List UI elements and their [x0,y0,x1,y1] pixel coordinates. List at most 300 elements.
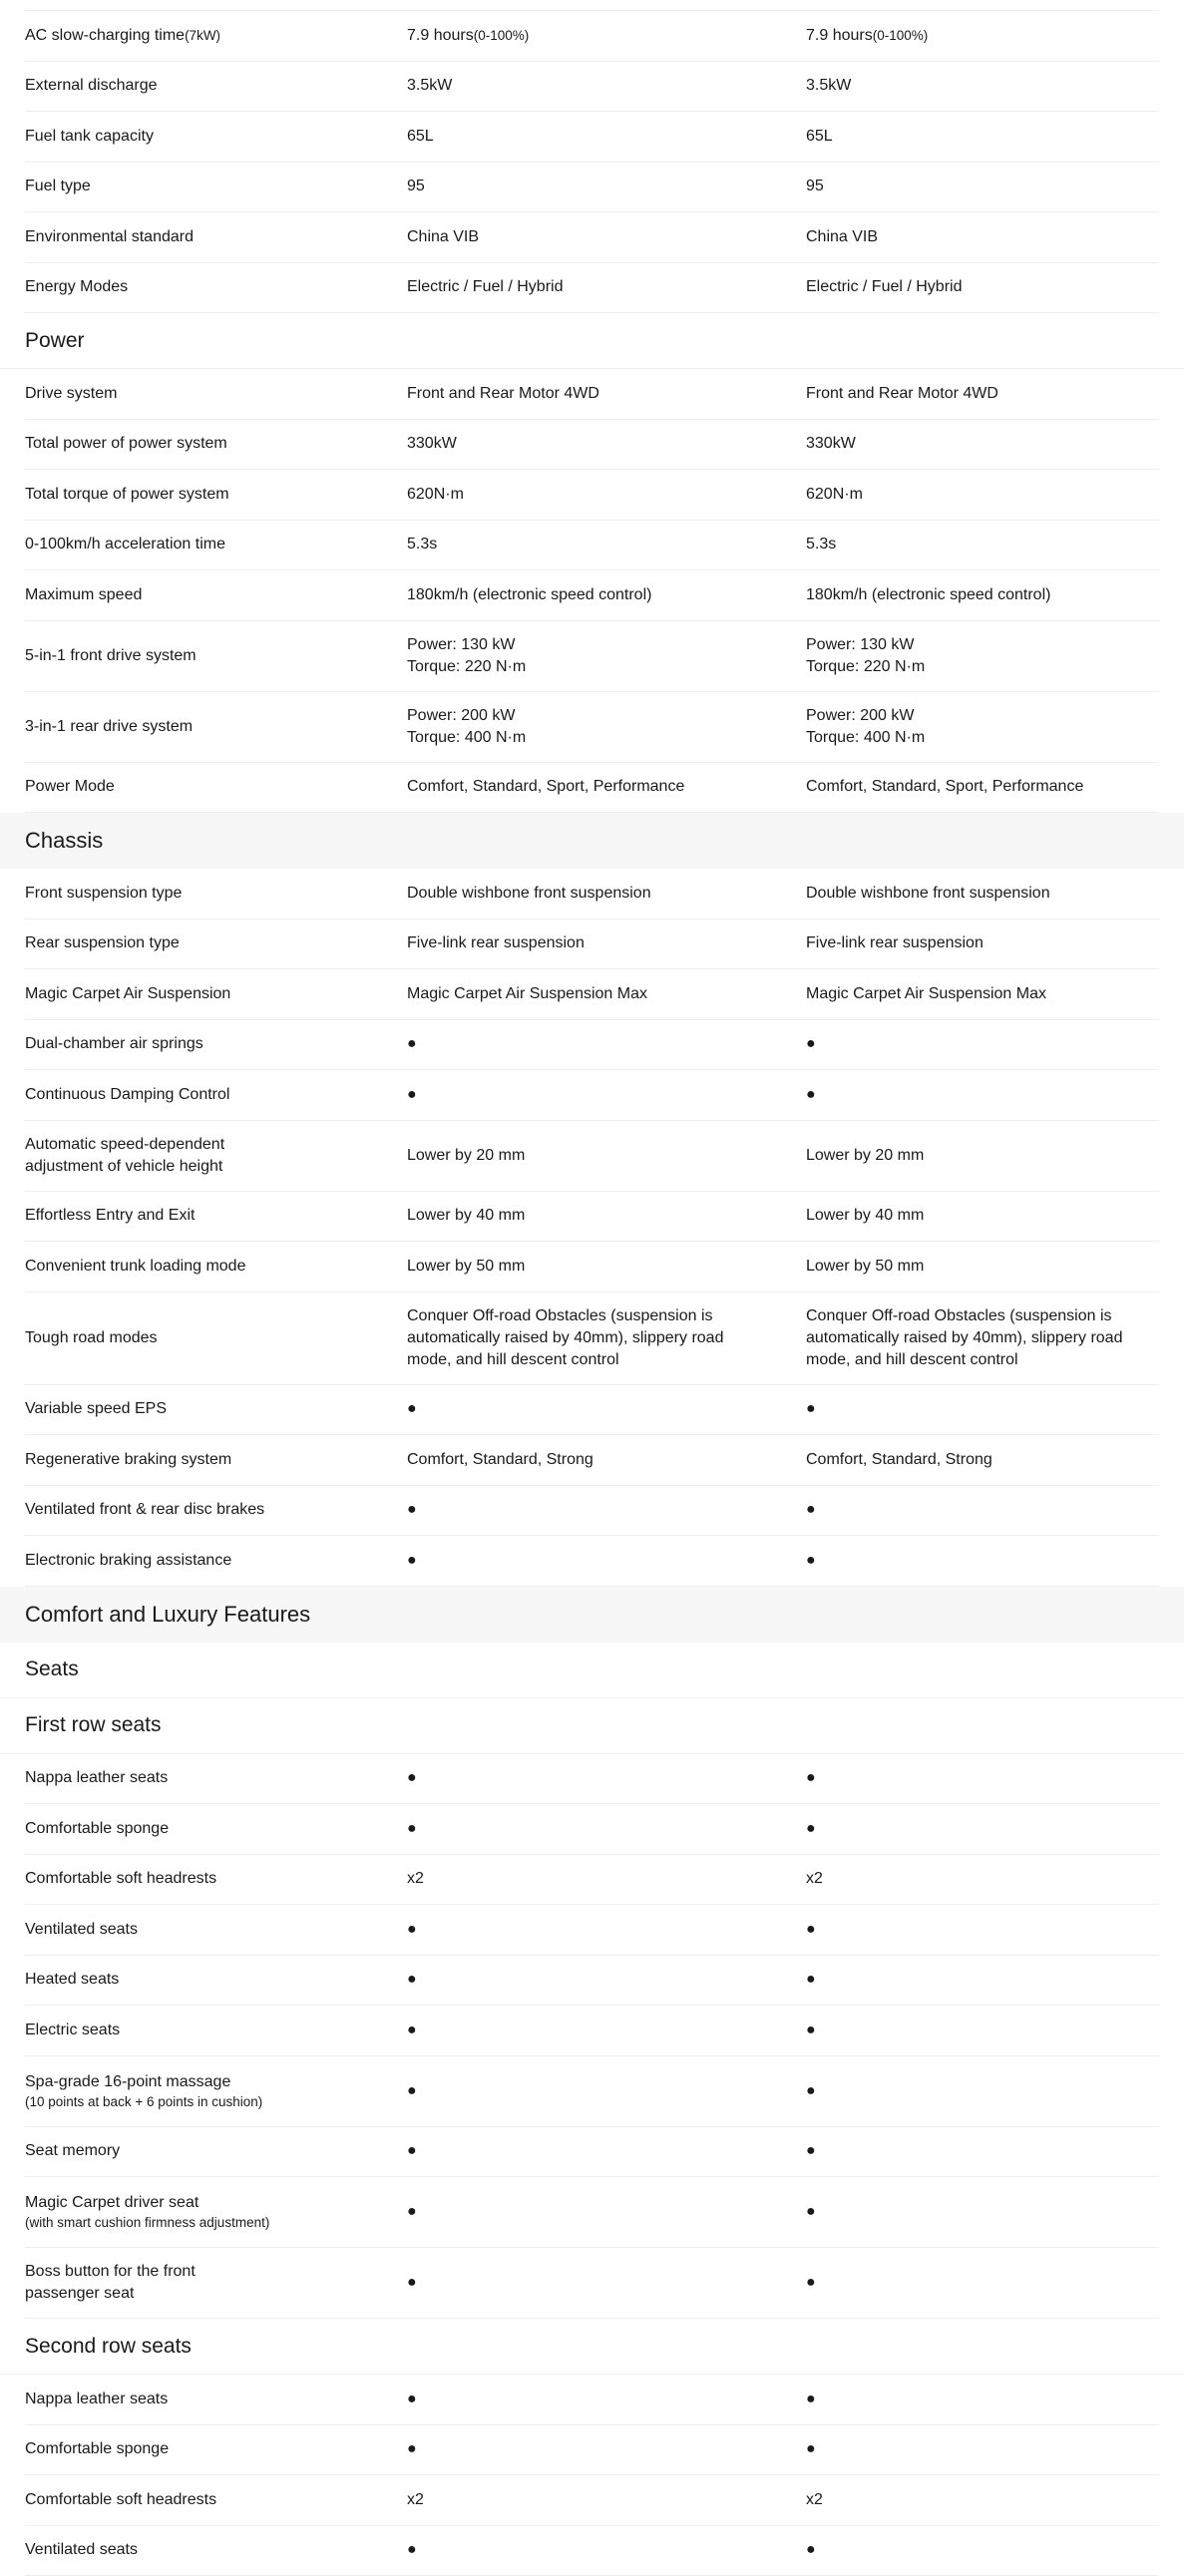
value-text [806,2140,1139,2162]
spec-row-comfortable-sponge [25,2425,1159,2476]
value-trim-1 [407,75,806,97]
spec-row-automatic-speed-dependent-adjustment-of-vehicle-height [25,1121,1159,1192]
value-text [407,1550,766,1572]
value-text [407,1449,766,1471]
spec-label [25,2438,407,2460]
spec-label-text [25,1969,407,1991]
value-text [806,584,1139,606]
spec-row-effortless-entry-and-exit [25,1192,1159,1243]
spec-label-text [25,1398,407,1420]
value-trim-2 [806,776,1159,798]
value-trim-2 [806,1305,1159,1371]
value-text [806,534,1139,555]
value-text [407,1398,766,1420]
value-main: Double wishbone front suspension [407,885,651,902]
section-header-first-row-seats: First row seats [0,1698,1184,1754]
value-main: 7.9 hours [407,27,474,44]
spec-label-main: Heated seats [25,1971,119,1988]
spec-row-seat-memory [25,2127,1159,2178]
value-trim-2 [806,534,1159,555]
value-trim-2 [806,2020,1159,2041]
spec-label-text [25,226,407,248]
value-main: Conquer Off-road Obstacles (suspension is automatically raised by 40mm), slippery road mode, and hill descent control [407,1307,723,1368]
value-main: Magic Carpet Air Suspension Max [806,985,1046,1002]
value-trim-1 [407,25,806,47]
spec-label [25,25,407,47]
value-text [806,276,1139,298]
value-trim-1 [407,1084,806,1106]
spec-label [25,1084,407,1106]
spec-label [25,433,407,455]
value-trim-1 [407,2020,806,2041]
spec-label-text [25,584,407,606]
value-trim-2 [806,276,1159,298]
value-main: ● [806,2203,816,2220]
value-main: 620N·m [407,486,464,503]
value-main: Lower by 40 mm [407,1207,525,1224]
value-main: 3.5kW [806,77,851,94]
spec-label-main: Nappa leather seats [25,2391,168,2407]
value-main: Lower by 20 mm [407,1147,525,1164]
value-main: ● [806,1971,816,1988]
value-trim-1 [407,276,806,298]
spec-label-text [25,1868,407,1890]
value-text [806,705,1139,727]
value-trim-2 [806,75,1159,97]
spec-label-main: AC slow-charging time [25,27,185,44]
value-main: Comfort, Standard, Sport, Performance [407,778,684,795]
spec-label-text [25,2438,407,2460]
value-trim-1 [407,1868,806,1890]
value-text [407,2140,766,2162]
spec-row-rear-suspension-type [25,920,1159,970]
spec-label-main: Tough road modes [25,1329,158,1346]
value-main: ● [407,1400,417,1417]
value-text [407,226,766,248]
value-text [407,2020,766,2041]
value-trim-2 [806,1969,1159,1991]
spec-label-main: Regenerative braking system [25,1451,231,1468]
spec-label-main: 5-in-1 front drive system [25,647,197,664]
value-trim-1 [407,584,806,606]
value-main: ● [407,2022,417,2038]
value-main: Power: 130 kW [806,636,914,653]
value-trim-2 [806,433,1159,455]
value-trim-2 [806,126,1159,148]
spec-label-text [25,433,407,455]
value-main: 5.3s [407,536,437,552]
spec-row-comfortable-sponge [25,1804,1159,1855]
value-text [407,2489,766,2511]
value-trim-2 [806,1033,1159,1055]
spec-row-fuel-tank-capacity [25,112,1159,163]
spec-label [25,584,407,606]
value-main: 7.9 hours [806,27,873,44]
value-main: x2 [407,2491,424,2508]
value-text [407,1145,766,1167]
spec-label-main: Front suspension type [25,885,182,902]
spec-label [25,534,407,555]
value-text [407,983,766,1005]
spec-label-main: 0-100km/h acceleration time [25,536,225,552]
value-trim-2 [806,705,1159,749]
value-trim-2 [806,1868,1159,1890]
spec-label-main: Power Mode [25,778,115,795]
spec-row-boss-button-for-the-front-passenger-seat [25,2248,1159,2319]
spec-label-text [25,2389,407,2410]
value-main: x2 [806,2491,823,2508]
value-main: Magic Carpet Air Suspension Max [407,985,647,1002]
value-trim-1 [407,1398,806,1420]
section-header-seats: Seats [0,1643,1184,1698]
section-header-power: Power [0,313,1184,369]
value-trim-1 [407,176,806,197]
value-trim-1 [407,433,806,455]
value-text [407,75,766,97]
value-trim-2 [806,2140,1159,2162]
value-main: Comfort, Standard, Strong [806,1451,992,1468]
value-text [806,776,1139,798]
section-header-second-row-seats: Second row seats [0,2319,1184,2375]
value-main: ● [407,2082,417,2099]
spec-label [25,883,407,905]
spec-label-main: Magic Carpet Air Suspension [25,985,230,1002]
value-text [806,2201,1139,2223]
spec-label-text [25,1327,407,1349]
section-header-comfort-and-luxury-features: Comfort and Luxury Features [0,1587,1184,1643]
value-text [806,2020,1139,2041]
spec-row-tough-road-modes [25,1292,1159,1385]
spec-label [25,1449,407,1471]
spec-label-main: Continuous Damping Control [25,1086,229,1103]
spec-row-convenient-trunk-loading-mode [25,1242,1159,1292]
value-main: ● [806,1769,816,1786]
value-text [407,433,766,455]
value-trim-2 [806,2201,1159,2223]
value-text [806,2489,1139,2511]
value-text [806,176,1139,197]
spec-row-nappa-leather-seats [25,2375,1159,2425]
spec-label-text [25,126,407,148]
spec-label-main: Maximum speed [25,586,142,603]
value-trim-1 [407,1205,806,1227]
spec-row-ventilated-seats [25,2526,1159,2576]
value-trim-1 [407,1449,806,1471]
spec-label-text [25,2539,407,2561]
spec-label-text [25,1084,407,1106]
value-trim-2 [806,634,1159,678]
value-text [806,2389,1139,2410]
spec-row-3-in-1-rear-drive-system [25,692,1159,763]
value-text [407,1868,766,1890]
value-trim-2 [806,2489,1159,2511]
spec-label-text [25,2192,407,2214]
spec-label-main: Comfortable sponge [25,1820,169,1837]
value-trim-1 [407,2489,806,2511]
value-main: ● [407,2541,417,2558]
spec-label-text [25,1550,407,1572]
value-text [407,776,766,798]
value-main: 3.5kW [407,77,452,94]
value-trim-1 [407,1818,806,1840]
value-main: ● [806,1552,816,1569]
spec-label-text [25,2140,407,2162]
spec-row-electronic-braking-assistance [25,1536,1159,1587]
value-main: ● [806,2274,816,2291]
spec-label-text [25,1205,407,1227]
spec-label [25,484,407,506]
value-main: China VIB [806,228,878,245]
spec-label-text [25,25,407,47]
spec-label-main: 3-in-1 rear drive system [25,718,193,735]
value-main: ● [806,2022,816,2038]
spec-row-5-in-1-front-drive-system [25,621,1159,692]
value-main: Lower by 40 mm [806,1207,924,1224]
value-text [407,276,766,298]
value-text [407,1919,766,1941]
value-text [806,383,1139,405]
spec-label-text [25,645,254,667]
spec-label [25,1134,407,1178]
value-text [407,1205,766,1227]
value-trim-2 [806,584,1159,606]
value-main: 180km/h (electronic speed control) [407,586,651,603]
spec-row-ventilated-seats [25,1905,1159,1956]
value-text [806,1868,1139,1890]
value-trim-1 [407,2201,806,2223]
spec-label-main: Drive system [25,385,117,402]
value-trim-2 [806,1767,1159,1789]
spec-label-main: Boss button for the front passenger seat [25,2263,196,2302]
value-text [407,2389,766,2410]
value-text [407,2201,766,2223]
spec-label [25,983,407,1005]
value-text [407,634,766,656]
value-text [407,25,766,47]
value-text [407,1033,766,1055]
value-text [806,75,1139,97]
value-main: ● [806,1921,816,1938]
value-trim-1 [407,983,806,1005]
value-text [806,1305,1139,1371]
spec-label-main: Energy Modes [25,278,128,295]
value-text [806,1256,1139,1278]
value-main: ● [806,2142,816,2159]
value-text [806,1818,1139,1840]
spec-label [25,276,407,298]
spec-row-0-100km-h-acceleration-time [25,521,1159,571]
value-main: Double wishbone front suspension [806,885,1050,902]
spec-row-variable-speed-eps [25,1385,1159,1436]
value-trim-1 [407,1305,806,1371]
value-main: ● [407,1552,417,1569]
value-main: ● [407,2391,417,2407]
spec-row-energy-modes [25,263,1159,314]
spec-label-main: Variable speed EPS [25,1400,167,1417]
value-trim-1 [407,883,806,905]
spec-label [25,2539,407,2561]
spec-row-comfortable-soft-headrests [25,1855,1159,1906]
value-main: ● [407,1035,417,1052]
spec-label [25,176,407,197]
spec-label-text [25,2489,407,2511]
value-main: Power: 200 kW [407,707,515,724]
value-main: ● [806,1400,816,1417]
spec-label-main: Electronic braking assistance [25,1552,231,1569]
value-trim-2 [806,1145,1159,1167]
value-main: Comfort, Standard, Sport, Performance [806,778,1083,795]
spec-row-total-torque-of-power-system [25,470,1159,521]
value-main: Lower by 50 mm [806,1258,924,1275]
value-text [407,1305,766,1371]
value-main: ● [806,1086,816,1103]
value-trim-2 [806,1256,1159,1278]
spec-label-main: Ventilated seats [25,2541,138,2558]
value-main: 95 [407,178,425,194]
value-text [806,1205,1139,1227]
value-main: ● [806,1820,816,1837]
spec-label [25,645,407,667]
value-text [806,1398,1139,1420]
value-trim-2 [806,1084,1159,1106]
value-text [806,2539,1139,2561]
spec-row-external-discharge [25,62,1159,113]
spec-label [25,1868,407,1890]
spec-row-drive-system [25,369,1159,420]
value-text [806,1033,1139,1055]
value-trim-1 [407,1919,806,1941]
value-trim-1 [407,226,806,248]
spec-row-nappa-leather-seats [25,1754,1159,1805]
value-main: ● [407,1769,417,1786]
spec-label-main: Automatic speed-dependent adjustment of vehicle height [25,1136,224,1175]
spec-row-fuel-type [25,163,1159,213]
value-main: Five-link rear suspension [407,934,585,951]
value-text [407,883,766,905]
spec-label-main: Fuel tank capacity [25,128,154,145]
value-text [407,2539,766,2561]
value-text [407,534,766,555]
spec-label-text [25,1767,407,1789]
spec-label-main: Effortless Entry and Exit [25,1207,195,1224]
value-main: ● [407,1501,417,1518]
value-text-secondary: Torque: 400 N·m [806,727,1139,749]
value-text [806,1919,1139,1941]
value-text [806,1550,1139,1572]
value-text [407,705,766,727]
value-main: Power: 200 kW [806,707,914,724]
value-text [806,433,1139,455]
value-text [407,1818,766,1840]
value-text [806,226,1139,248]
value-main: Lower by 20 mm [806,1147,924,1164]
value-text [407,2438,766,2460]
spec-label-main: Ventilated front & rear disc brakes [25,1501,264,1518]
spec-row-ventilated-front-rear-disc-brakes [25,1486,1159,1537]
value-main: ● [407,2274,417,2291]
value-text [407,1767,766,1789]
spec-row-magic-carpet-driver-seat [25,2177,1159,2248]
spec-label-text [25,176,407,197]
spec-label [25,1205,407,1227]
value-main: 95 [806,178,824,194]
value-main: Front and Rear Motor 4WD [806,385,998,402]
value-trim-1 [407,705,806,749]
value-text [806,1449,1139,1471]
value-main: x2 [806,1870,823,1887]
value-trim-1 [407,2389,806,2410]
spec-row-dual-chamber-air-springs [25,1020,1159,1071]
value-trim-1 [407,1969,806,1991]
spec-label-text [25,484,407,506]
spec-label-main: Comfortable soft headrests [25,1870,216,1887]
spec-label-text [25,383,407,405]
value-main: 65L [407,128,434,145]
spec-label-main: Total torque of power system [25,486,229,503]
spec-label [25,776,407,798]
value-trim-1 [407,1256,806,1278]
value-main: 65L [806,128,833,145]
spec-label-main: Nappa leather seats [25,1769,168,1786]
spec-row-maximum-speed [25,570,1159,621]
value-trim-2 [806,2389,1159,2410]
value-trim-2 [806,2272,1159,2294]
spec-label-main: Spa-grade 16-point massage [25,2073,230,2090]
value-main: ● [806,1501,816,1518]
spec-row-power-mode [25,763,1159,814]
spec-label-main: Environmental standard [25,228,194,245]
spec-label-text [25,534,407,555]
spec-label [25,1550,407,1572]
value-text [407,1499,766,1521]
spec-label [25,126,407,148]
spec-row-heated-seats [25,1956,1159,2007]
value-text [806,25,1139,47]
value-main: Front and Rear Motor 4WD [407,385,599,402]
value-text [806,2438,1139,2460]
value-text [806,1499,1139,1521]
value-main: China VIB [407,228,479,245]
spec-label-note: (with smart cushion firmness adjustment) [25,2214,407,2232]
spec-label-main: Magic Carpet driver seat [25,2194,198,2211]
value-main: Electric / Fuel / Hybrid [407,278,563,295]
value-text-secondary: Torque: 400 N·m [407,727,766,749]
spec-label [25,1818,407,1840]
value-text [407,2080,766,2102]
spec-row-continuous-damping-control [25,1070,1159,1121]
spec-label-text [25,75,407,97]
value-trim-1 [407,1767,806,1789]
spec-label-text [25,1033,407,1055]
value-trim-1 [407,484,806,506]
section-header-chassis: Chassis [0,813,1184,869]
spec-label-main: External discharge [25,77,158,94]
value-text [806,1969,1139,1991]
value-trim-2 [806,1449,1159,1471]
value-main: ● [407,1921,417,1938]
spec-label [25,2071,407,2111]
value-trim-2 [806,1398,1159,1420]
value-text [806,484,1139,506]
spec-label-text [25,2261,254,2305]
value-main: ● [806,2440,816,2457]
value-trim-1 [407,2080,806,2102]
spec-label-text [25,883,407,905]
value-trim-2 [806,2539,1159,2561]
value-main: 620N·m [806,486,863,503]
divider [25,0,1159,11]
value-trim-1 [407,1145,806,1167]
